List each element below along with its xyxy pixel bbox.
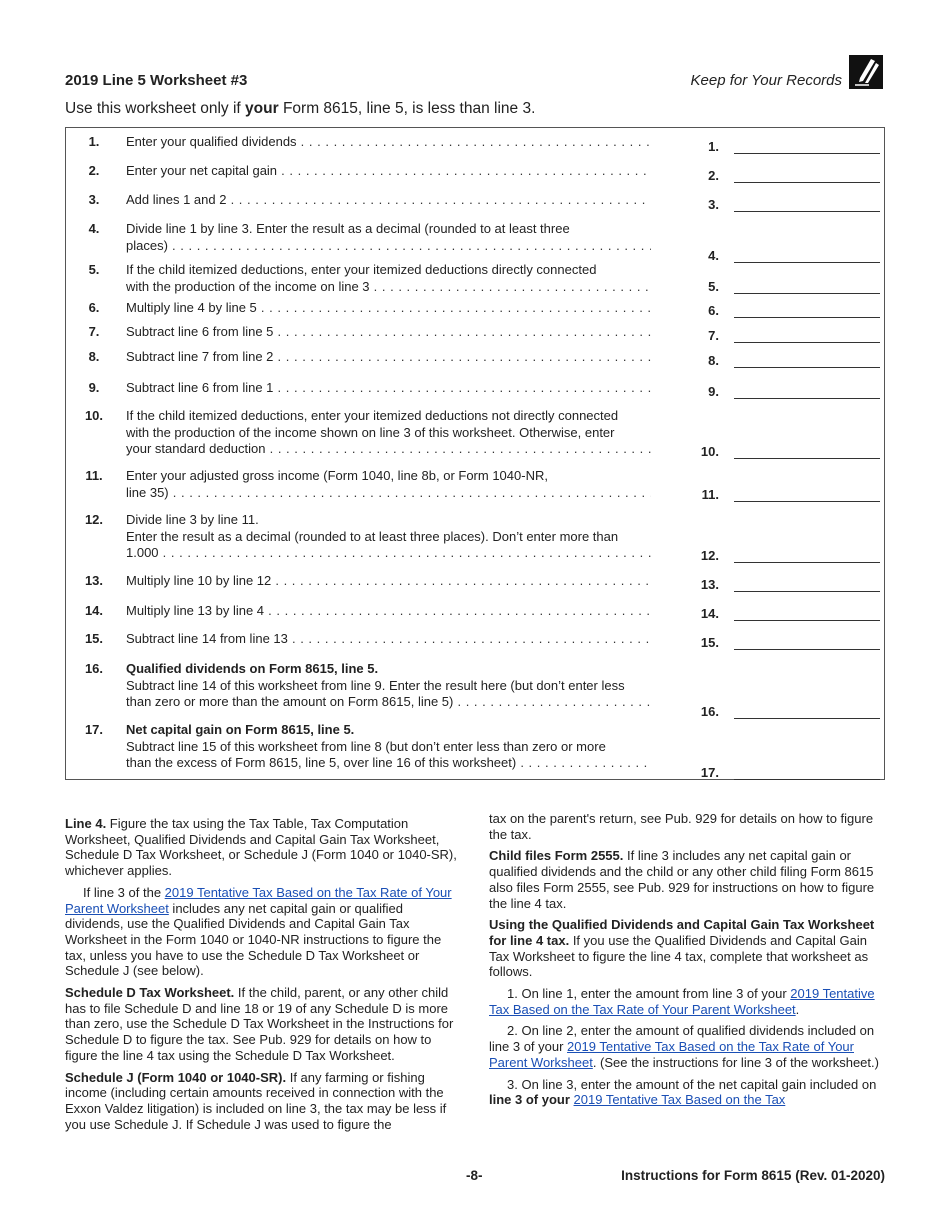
row-text: than zero or more than the amount on Form 8615, line 5) . . .: [126, 694, 651, 711]
row-text: Subtract line 15 of this worksheet from line 8 (but don’t enter less than zero or more: [126, 738, 606, 754]
row-number: 13.: [84, 573, 104, 588]
row-text: Enter your adjusted gross income (Form 1040, line 8b, or Form 1040-NR,: [126, 468, 548, 483]
entry-field[interactable]: [734, 648, 880, 650]
row-number: 2.: [88, 163, 100, 178]
footer-title: Instructions for Form 8615 (Rev. 01-2020): [621, 1168, 885, 1183]
emphasis: line 3 of your: [489, 1092, 570, 1108]
row-text: 1.000 . . .: [126, 545, 651, 562]
text: If any farming or fishing income (including certain amounts received in connection with the Exxon Valdez litigation) is included on line 3, the tax may be less if you use Schedule J. If Schedule J was used to figure the: [65, 1069, 447, 1132]
heading: Schedule D Tax Worksheet.: [65, 985, 235, 1001]
paragraph-line4: [65, 816, 460, 879]
entry-field[interactable]: [734, 457, 880, 459]
pencil-icon: [849, 55, 883, 89]
row-number: 6.: [88, 300, 100, 315]
text: 1. On line 1, enter the amount from line 3 of your: [507, 986, 791, 1002]
entry-field[interactable]: [734, 261, 880, 263]
text: . (See the instructions for line 3 of the worksheet.): [592, 1054, 879, 1070]
intro-text-end: Form 8615, line 5, is less than line 3.: [278, 100, 536, 117]
entry-field[interactable]: [734, 366, 880, 368]
entry-label: 12.: [700, 548, 719, 563]
row-description: [126, 603, 651, 620]
row-text: with the production of the income shown on line 3 of this worksheet. Otherwise, enter: [126, 424, 615, 440]
worksheet-link[interactable]: 2019 Tentative Tax Based on the Tax Rate of Your Parent Worksheet: [65, 884, 452, 916]
row-text: your standard deduction . . .: [126, 441, 651, 458]
row-number: 3.: [88, 192, 100, 207]
row-description: [126, 573, 651, 590]
row-description: [126, 262, 651, 295]
row-number: 8.: [88, 349, 100, 364]
row-text: Subtract line 14 from line 13 . . .: [126, 631, 651, 648]
heading: Line 4.: [65, 816, 107, 831]
paragraph-step-2: [489, 1023, 884, 1070]
entry-label: 13.: [700, 577, 719, 592]
entry-field[interactable]: [734, 316, 880, 318]
row-text: Subtract line 7 from line 2 . . .: [126, 349, 651, 366]
row-heading: Net capital gain on Form 8615, line 5.: [126, 722, 355, 737]
row-text: Subtract line 6 from line 1 . . .: [126, 380, 651, 397]
row-description: [126, 661, 651, 711]
row-number: 12.: [84, 512, 104, 527]
entry-label: 2.: [708, 168, 719, 183]
row-description: [126, 163, 651, 180]
entry-field[interactable]: [734, 341, 880, 343]
row-text: Multiply line 13 by line 4 . . .: [126, 603, 651, 620]
intro-emphasis: your: [245, 100, 279, 117]
text: If line 3 includes any net capital gain or qualified dividends and the child or any other child filing Form 8615 also files Form 2555, see Pub. 929 for instructions on how to figure the line 4 tax.: [489, 848, 875, 911]
row-description: [126, 408, 651, 458]
row-description: [126, 722, 651, 772]
entry-field[interactable]: [734, 561, 880, 563]
row-number: 17.: [84, 722, 104, 737]
entry-field[interactable]: [734, 152, 880, 154]
entry-label: 8.: [708, 353, 719, 368]
text: includes any net capital gain or qualified dividends, use the Qualified Dividends and Capital Gain Tax Worksheet in the Form 1040 or 1040-NR instructions to figure the tax, unless you have to use the Schedule D Tax Worksheet or Schedule J (see below).: [65, 900, 442, 979]
row-text: line 35) . . .: [126, 485, 651, 502]
text: .: [795, 1001, 800, 1017]
entry-field[interactable]: [734, 210, 880, 212]
row-description: [126, 380, 651, 397]
keep-for-records-note: Keep for Your Records: [690, 72, 842, 89]
heading: Schedule J (Form 1040 or 1040-SR).: [65, 1069, 287, 1085]
row-number: 10.: [84, 408, 104, 423]
row-text: Subtract line 6 from line 5 . . .: [126, 324, 651, 341]
entry-label: 10.: [700, 444, 719, 459]
row-description: [126, 512, 651, 562]
row-number: 4.: [88, 221, 100, 236]
row-text: Enter the result as a decimal (rounded to at least three places). Don’t enter more than: [126, 528, 619, 544]
row-text: with the production of the income on line 3 . . .: [126, 279, 651, 296]
row-text: Divide line 1 by line 3. Enter the result as a decimal (rounded to at least three: [126, 221, 570, 236]
worksheet-link[interactable]: 2019 Tentative Tax Based on the Tax: [573, 1092, 786, 1108]
heading: Child files Form 2555.: [489, 848, 624, 864]
entry-label: 16.: [700, 704, 719, 719]
entry-label: 7.: [708, 328, 719, 343]
worksheet-intro: [65, 100, 535, 118]
entry-label: 5.: [708, 279, 719, 294]
paragraph-qd-worksheet: [489, 917, 884, 980]
right-column: [489, 811, 884, 1114]
row-description: [126, 349, 651, 366]
row-number: 15.: [84, 631, 104, 646]
row-number: 14.: [84, 603, 104, 618]
entry-field[interactable]: [734, 590, 880, 592]
row-text: Enter your qualified dividends . . .: [126, 134, 651, 151]
paragraph-schedule-j: [65, 1070, 460, 1133]
paragraph-schedule-d: [65, 985, 460, 1064]
paragraph-form-2555: [489, 848, 884, 911]
text: 2. On line 2, enter the amount of qualified dividends included on line 3 of your: [489, 1023, 875, 1055]
row-text: places) . . .: [126, 238, 651, 255]
row-text: Multiply line 4 by line 5 . . .: [126, 300, 651, 317]
row-description: [126, 300, 651, 317]
entry-field[interactable]: [734, 292, 880, 294]
text: tax on the parent's return, see Pub. 929 for details on how to figure the tax.: [489, 811, 874, 842]
entry-label: 6.: [708, 303, 719, 318]
entry-label: 11.: [701, 487, 719, 502]
paragraph-capital-gain: [65, 885, 460, 979]
entry-field[interactable]: [734, 619, 880, 621]
row-description: [126, 468, 651, 501]
row-number: 1.: [88, 134, 100, 149]
row-text: Multiply line 10 by line 12 . . .: [126, 573, 651, 590]
row-number: 11.: [85, 468, 103, 483]
entry-label: 1.: [708, 139, 719, 154]
row-description: [126, 134, 651, 151]
row-number: 16.: [84, 661, 104, 676]
heading: Using the Qualified Dividends and Capital Gain Tax Worksheet for line 4 tax.: [489, 917, 875, 948]
row-number: 9.: [88, 380, 100, 395]
row-description: [126, 192, 651, 209]
entry-label: 3.: [708, 197, 719, 212]
text: If line 3 of the: [83, 884, 165, 900]
entry-label: 17.: [700, 765, 719, 780]
worksheet-table: [65, 127, 885, 780]
entry-label: 4.: [708, 248, 719, 263]
row-description: [126, 324, 651, 341]
worksheet-title: 2019 Line 5 Worksheet #3: [65, 72, 248, 89]
row-text: Divide line 3 by line 11.: [126, 512, 259, 527]
entry-field[interactable]: [734, 778, 880, 780]
worksheet-link[interactable]: 2019 Tentative Tax Based on the Tax Rate of Your Parent Worksheet: [489, 1039, 854, 1070]
entry-label: 14.: [700, 606, 719, 621]
row-text: Enter your net capital gain . . .: [126, 163, 651, 180]
left-column: [65, 816, 460, 1138]
row-description: [126, 221, 651, 254]
text: If you use the Qualified Dividends and Capital Gain Tax Worksheet to figure the line 4 tax, complete that worksheet as follows.: [489, 932, 869, 980]
entry-field[interactable]: [734, 717, 880, 719]
paragraph-continued: [489, 811, 884, 842]
entry-field[interactable]: [734, 181, 880, 183]
paragraph-step-3: [489, 1077, 884, 1108]
entry-field[interactable]: [734, 397, 880, 399]
row-text: than the excess of Form 8615, line 5, over line 16 of this worksheet) . . .: [126, 755, 651, 772]
worksheet-link[interactable]: 2019 Tentative Tax Based on the Tax Rate of Your Parent Worksheet: [489, 986, 875, 1017]
text: If the child, parent, or any other child has to file Schedule D and line 18 or 19 of any Schedule D is more than zero, use the Schedule D Tax Worksheet in the Instructions for Schedule D to figure the tax. See Pub. 929 for details on how to figure the line 4 tax using the Schedule D Tax Worksheet.: [65, 985, 454, 1063]
page-number: -8-: [466, 1168, 483, 1183]
row-text: If the child itemized deductions, enter your itemized deductions directly connected: [126, 262, 597, 277]
row-text: If the child itemized deductions, enter your itemized deductions not directly connected: [126, 408, 619, 423]
row-text: Add lines 1 and 2 . . .: [126, 192, 651, 209]
text: Figure the tax using the Tax Table, Tax Computation Worksheet, Qualified Dividends and Capital Gain Tax Worksheet, Schedule D Tax Worksheet, or Schedule J (Form 1040 or 1040-SR), whichever applies.: [65, 816, 457, 879]
row-text: Subtract line 14 of this worksheet from line 9. Enter the result here (but don’t enter less: [126, 677, 625, 693]
text: 3. On line 3, enter the amount of the net capital gain included on: [507, 1076, 877, 1092]
intro-text: Use this worksheet only if: [65, 100, 246, 117]
row-number: 5.: [88, 262, 100, 277]
entry-label: 15.: [700, 635, 719, 650]
row-heading: Qualified dividends on Form 8615, line 5.: [126, 661, 379, 676]
row-number: 7.: [88, 324, 100, 339]
entry-label: 9.: [708, 384, 719, 399]
entry-field[interactable]: [734, 500, 880, 502]
row-description: [126, 631, 651, 648]
paragraph-step-1: [489, 986, 884, 1017]
